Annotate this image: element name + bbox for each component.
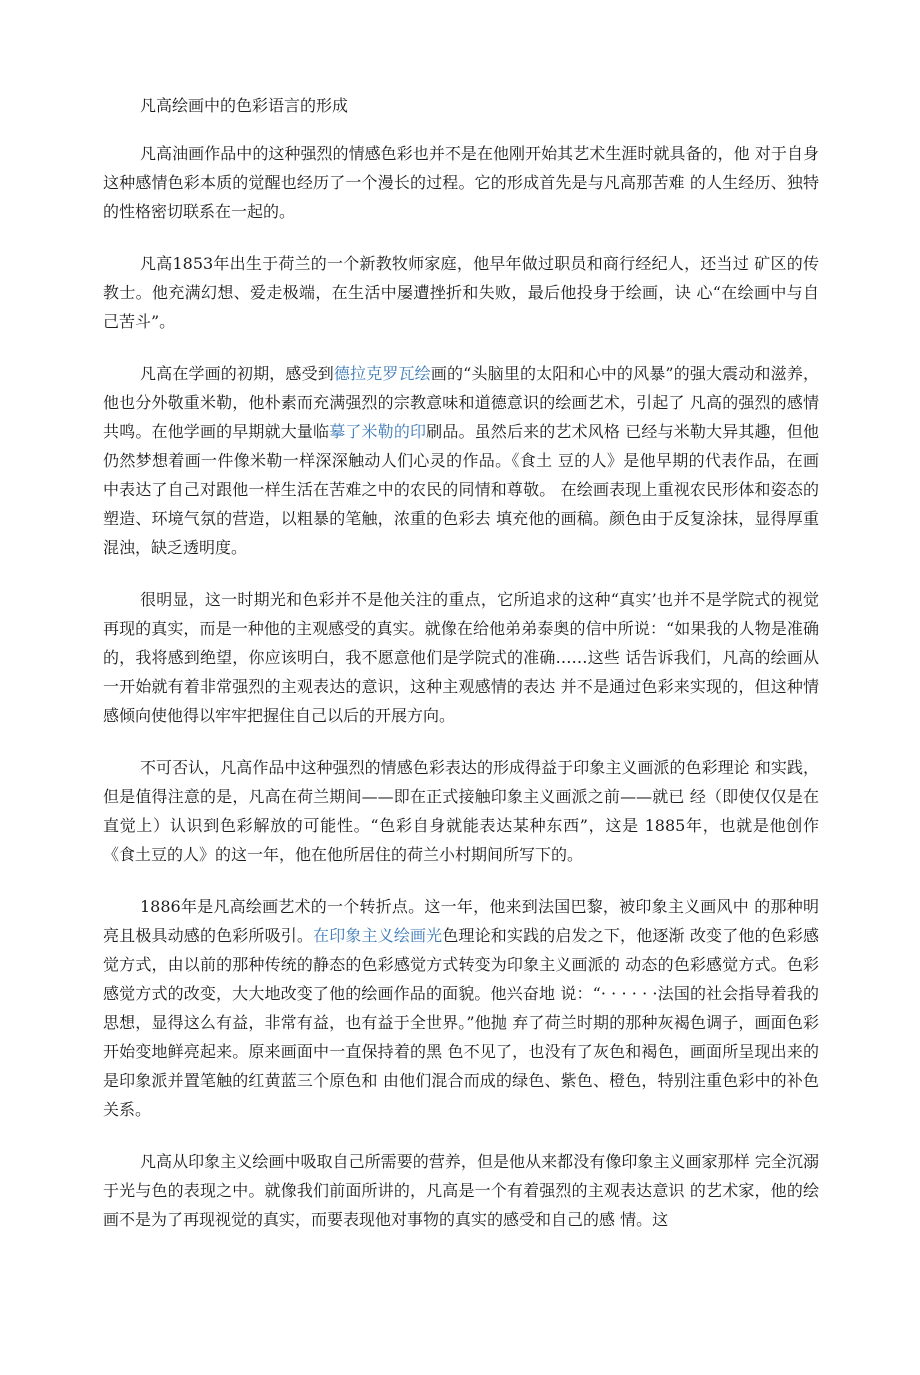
link-delacroix[interactable]: 德拉克罗瓦绘 — [333, 364, 431, 383]
paragraph-6 — [103, 892, 819, 1124]
paragraph-2: 凡高1853年出生于荷兰的一个新教牧师家庭，他早年做过职员和商行经纪人，还当过 矿区的传教士。他充满幻想、爱走极端，在生活中屡遭挫折和失败，最后他投身于绘画，诀 心“在绘画中与自己苦斗”。 — [103, 254, 819, 331]
document-title: 凡高绘画中的色彩语言的形成 — [140, 96, 349, 115]
paragraph-5: 不可否认，凡高作品中这种强烈的情感色彩表达的形成得益于印象主义画派的色彩理论 和实践，但是值得注意的是，凡高在荷兰期间——即在正式接触印象主义画派之前——就已 经（即使仅仅是在直觉上）认识到色彩解放的可能性。“色彩自身就能表达某种东西”，这是 1885年，也就是他创作《食土豆的人》的这一年，他在他所居住的荷兰小村期间所写下的。 — [103, 758, 819, 864]
link-impressionism[interactable]: 在印象主义绘画光 — [313, 926, 443, 945]
paragraph-3-text-a: 凡高在学画的初期，感受到 — [140, 364, 334, 383]
paragraph-7: 凡高从印象主义绘画中吸取自己所需要的营养，但是他从来都没有像印象主义画家那样 完全沉溺于光与色的表现之中。就像我们前面所讲的，凡高是一个有着强烈的主观表达意识 的艺术家，他的绘画不是为了再现视觉的真实，而要表现他对事物的真实的感受和自己的感 情。这 — [103, 1152, 819, 1229]
link-millet-prints[interactable]: 摹了米勒的印 — [329, 422, 427, 441]
paragraph-3 — [103, 359, 819, 562]
paragraph-3-text-b: 画的“头脑里的太阳和心中的风暴”的强大震动和滋养，他也分外敬重米勒，他朴素而充满强烈的宗教意味和道德意识的绘画艺术，引起了 凡高的强烈的感情共鸣。在他学画的早期就大量临 — [103, 364, 819, 441]
paragraph-3-text-c: 刷品。虽然后来的艺术风格 已经与米勒大异其趣，但他仍然梦想着画一件像米勒一样深深触动人们心灵的作品。《食土 豆的人》是他早期的代表作品，在画中表达了自己对跟他一样生活在苦难之中的农民的同情和尊敬。 在绘画表现上重视农民形体和姿态的塑造、环境气氛的营造，以粗暴的笔触，浓重的色彩去 填充他的画稿。颜色由于反复涂抹，显得厚重混浊，缺乏透明度。 — [103, 422, 819, 557]
document-body — [103, 91, 819, 1257]
paragraph-6-text-a: 1886年是凡高绘画艺术的一个转折点。这一年，他来到法国巴黎，被印象主义画风中 的那种明亮且极具动感的色彩所吸引。 — [103, 897, 819, 945]
paragraph-1: 凡高油画作品中的这种强烈的情感色彩也并不是在他刚开始其艺术生涯时就具备的，他 对于自身这种感情色彩本质的觉醒也经历了一个漫长的过程。它的形成首先是与凡高那苦难 的人生经历、独特的性格密切联系在一起的。 — [103, 144, 819, 221]
paragraph-6-text-b: 色理论和实践的启发之下，他逐渐 改变了他的色彩感觉方式，由以前的那种传统的静态的色彩感觉方式转变为印象主义画派的 动态的色彩感觉方式。色彩感觉方式的改变，大大地改变了他的绘画作品的面貌。他兴奋地 说：“· · · · · ·法国的社会指导着我的思想，显得这么有益，非常有益，也有益于全世界。”他抛 弃了荷兰时期的那种灰褐色调子，画面色彩开始变地鲜亮起来。原来画面中一直保持着的黑 色不见了，也没有了灰色和褐色，画面所呈现出来的是印象派并置笔触的红黄蓝三个原色和 由他们混合而成的绿色、紫色、橙色，特别注重色彩中的补色关系。 — [103, 926, 819, 1119]
paragraph-4: 很明显，这一时期光和色彩并不是他关注的重点，它所追求的这种“真实’也并不是学院式的视觉再现的真实，而是一种他的主观感受的真实。就像在给他弟弟泰奥的信中所说：“如果我的人物是准确的，我将感到绝望，你应该明白，我不愿意他们是学院式的准确……这些 话告诉我们，凡高的绘画从一开始就有着非常强烈的主观表达的意识，这种主观感情的表达 并不是通过色彩来实现的，但这种情感倾向使他得以牢牢把握住自己以后的开展方向。 — [103, 590, 819, 725]
